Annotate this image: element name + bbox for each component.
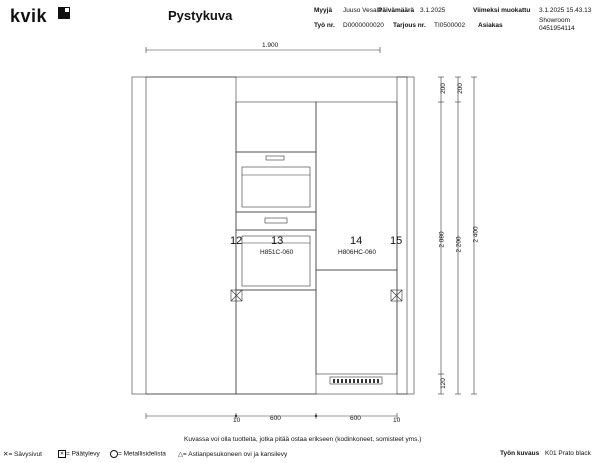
offer-value: TI0500002 (434, 22, 466, 29)
cabinet-15-number: 15 (390, 235, 403, 247)
dim-2200: 2 200 (455, 236, 463, 253)
modified-value: 3.1.2025 15.43.13 (539, 7, 592, 14)
kvik-logo: kvik (10, 6, 48, 26)
customer-value-1: Showroom (539, 17, 571, 24)
customer-label: Asiakas (478, 22, 503, 29)
legend-sides: ✕= Sävysivut (3, 451, 42, 458)
page-title: Pystykuva (168, 8, 233, 23)
work-value: D0000000020 (343, 22, 384, 29)
seller-value: Juuso Vesala (343, 7, 382, 14)
dim-200-a: 200 (439, 83, 447, 94)
dim-120: 120 (439, 378, 447, 389)
offer-label: Tarjous nr. (393, 22, 426, 29)
cabinet-12-number: 12 (230, 235, 243, 247)
legend-endpanel: ✕ = Päätylevy (59, 450, 100, 458)
top-width-label: 1.900 (262, 42, 279, 49)
left-top-cabinet (236, 102, 316, 152)
modified-label: Viimeksi muokattu (473, 7, 531, 14)
control-panel (236, 212, 316, 230)
date-value: 3.1.2025 (420, 7, 446, 14)
right-lower-cabinet (316, 270, 397, 374)
cabinet-14-number: 14 (350, 235, 363, 247)
bottom-dim-10-right: 10 (393, 417, 401, 424)
circle-icon (110, 450, 118, 458)
bottom-dim-600-right: 600 (350, 415, 361, 422)
dim-200-b: 200 (456, 83, 464, 94)
date-label: Päivämäärä (378, 7, 415, 14)
boxed-x-icon: ✕ (59, 451, 65, 457)
seller-label: Myyjä (314, 7, 333, 14)
dim-2080: 2 080 (438, 231, 446, 248)
bottom-dim-600-left: 600 (270, 415, 281, 422)
x-icon: ✕ (3, 451, 9, 458)
oven-upper (236, 152, 316, 212)
work-desc-value: K01 Prato black (545, 450, 591, 457)
work-label: Työ nr. (314, 22, 335, 29)
bottom-dim-10-left: 10 (233, 417, 241, 424)
work-desc-label: Työn kuvaus (500, 450, 540, 457)
footer-note: Kuvassa voi olla tuotteita, jotka pitää ostaa erikseen (kodinkoneet, somisteet yms.) (184, 436, 422, 443)
legend-dishwasher: △= Astianpesukoneen ovi ja kansilevy (178, 451, 288, 458)
left-tall-panel (146, 77, 236, 394)
legend-metal-strip: = Metallisidelista (110, 450, 166, 458)
cabinet-14-code: H806HC-060 (338, 249, 376, 256)
dim-2400: 2 400 (472, 226, 480, 243)
customer-value-2: 0451954114 (539, 25, 575, 32)
left-base-cabinet (236, 290, 316, 394)
cabinet-13-code: H851C-060 (260, 249, 294, 256)
cabinet-13-number: 13 (271, 235, 284, 247)
triangle-icon: △ (178, 451, 183, 458)
